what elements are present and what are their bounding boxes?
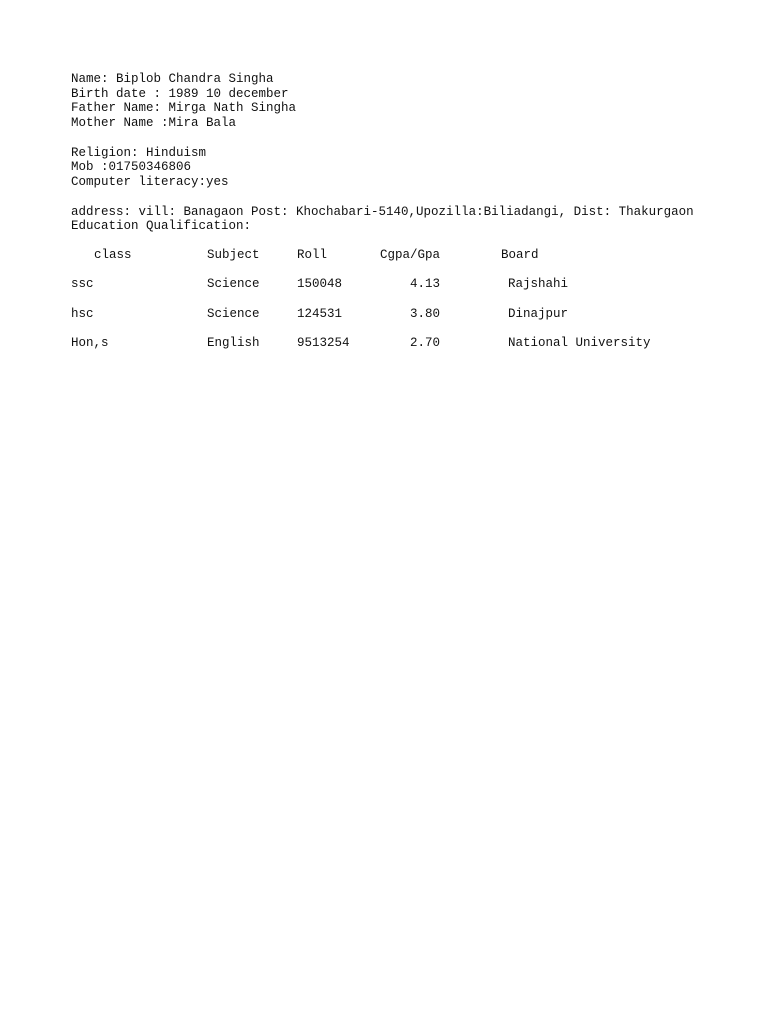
table-header-board: Board [501,248,539,262]
name-line: Name: Biplob Chandra Singha [71,72,274,86]
computer-literacy-line: Computer literacy:yes [71,175,229,189]
education-heading: Education Qualification: [71,219,252,233]
address-line: address: vill: Banagaon Post: Khochabari-5140,Upozilla:Biliadangi, Dist: Thakurgaon [71,205,694,219]
table-row-2-cgpa: 3.80 [409,307,440,321]
table-row-1-board: Rajshahi [508,277,569,291]
table-header-subject: Subject [207,248,260,262]
table-row-1-roll: 150048 [297,277,343,291]
mother-name-line: Mother Name :Mira Bala [71,116,237,130]
table-row-1-cgpa: 4.13 [409,277,440,291]
table-row-2-roll: 124531 [297,307,343,321]
table-row-3-roll: 9513254 [297,336,350,350]
table-header-class: class [94,248,132,262]
table-row-2-class: hsc [71,307,94,321]
table-row-3-cgpa: 2.70 [409,336,440,350]
table-header-cgpa: Cgpa/Gpa [380,248,441,262]
religion-line: Religion: Hinduism [71,146,207,160]
father-name-line: Father Name: Mirga Nath Singha [71,101,297,115]
table-row-3-subject: English [207,336,260,350]
table-row-2-board: Dinajpur [508,307,569,321]
table-row-1-class: ssc [71,277,94,291]
table-row-3-class: Hon,s [71,336,109,350]
birth-date-line: Birth date : 1989 10 december [71,87,289,101]
table-row-2-subject: Science [207,307,260,321]
table-row-3-board: National University [508,336,651,350]
table-header-roll: Roll [297,248,328,262]
mobile-line: Mob :01750346806 [71,160,192,174]
table-row-1-subject: Science [207,277,260,291]
